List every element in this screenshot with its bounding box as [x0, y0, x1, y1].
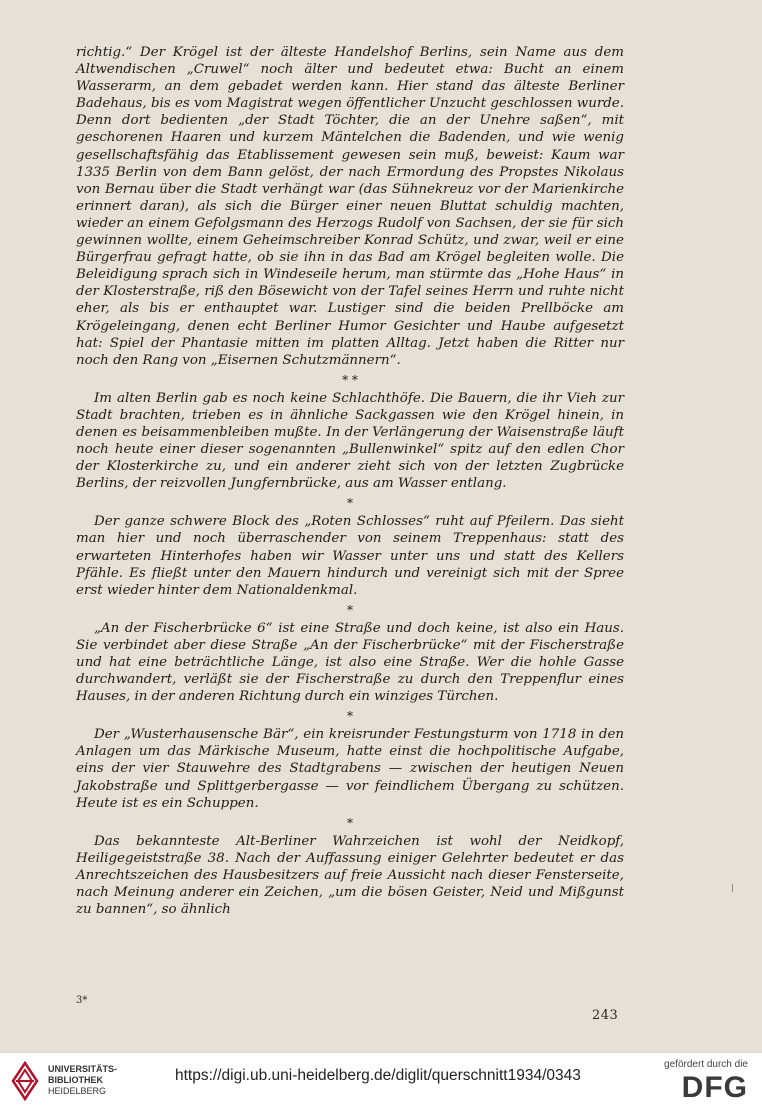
- section-separator: *: [347, 815, 353, 830]
- section-separator: *: [347, 709, 353, 724]
- library-emblem-icon: [10, 1061, 40, 1101]
- paragraph: Im alten Berlin gab es noch keine Schlachthöfe. Die Bauern, die ihr Vieh zur Stadt brachten, trieben es in ähnliche Sackgassen wie den Krögel hinein, in denen es beisammenbleiben mußte. In der Verlängerung der Waisenstraße läuft noch heute einer dieser sogenannten „Bullenwinkel“ spitz auf den edlen Chor der Klosterkirche zu, und ein anderer zieht sich von der letzten Zugbrücke Berlins, der reizvollen Jungfernbrücke, aus am Wasser entlang.: [76, 390, 624, 492]
- library-name-line: BIBLIOTHEK: [48, 1075, 103, 1085]
- section-separator: *: [347, 602, 353, 617]
- paragraph: Der ganze schwere Block des „Roten Schlosses“ ruht auf Pfeilern. Das sieht man hier und noch überraschender von seinem Treppenhaus: statt des erwarteten Hinterhofes haben wir Wasser unter uns und statt des Kellers Pfähle. Es fließt unter den Mauern hindurch und vereinigt sich mit der Spree erst wieder hinter dem Nationaldenkmal.: [76, 514, 624, 598]
- university-library-logo[interactable]: [10, 1061, 160, 1103]
- library-name-line: UNIVERSITÄTS-: [48, 1064, 118, 1074]
- viewer-footer: [0, 1052, 762, 1110]
- paragraph: „An der Fischerbrücke 6“ ist eine Straße und doch keine, ist also ein Haus. Sie verbindet aber diese Straße „An der Fischerbrücke“ mit der Fischerstraße und hat eine beträchtliche Länge, ist also eine Straße. Wer die hohle Gasse durchwandert, verläßt sie der Fischerstraße zu durch den Treppenflur eines Hauses, in der anderen Richtung durch ein winziges Türchen.: [76, 620, 624, 705]
- page-text: [76, 44, 624, 918]
- library-name: [48, 1064, 117, 1097]
- library-name-line: HEIDELBERG: [48, 1086, 107, 1096]
- document-url[interactable]: https://digi.ub.uni-heidelberg.de/diglit/querschnitt1934/0343: [175, 1067, 581, 1084]
- paragraph: Das bekannteste Alt-Berliner Wahrzeichen ist wohl der Neidkopf, Heiligegeiststraße 38. Nach der Auffassung einiger Gelehrter bedeutet er das Anrechtszeichen des Hausbesitzers auf freie Aussicht nach dieser Fensterseite, nach Meinung anderer ein Zeichen, „um die bösen Geister, Neid und Mißgunst zu bannen“, so ähnlich: [76, 833, 624, 918]
- section-separator: * *: [342, 372, 358, 387]
- paragraph: richtig.“ Der Krögel ist der älteste Handelshof Berlins, sein Name aus dem Altwendischen „Cruwel“ noch älter und bedeutet etwa: Bucht an einem Wasserarm, an dem gebadet werden kann. Hier stand das älteste Berliner Badehaus, bis es vom Magistrat wegen öffentlicher Unzucht geschlossen wurde. Denn dort bedienten „der Stadt Töchter, die an der Unehre saßen“, mit geschorenen Haaren und kurzem Mäntelchen die Badenden, und wie wenig gesellschaftsfähig das Etablissement gewesen sein muß, beweist: Kaum war 1335 Berlin von dem Bann gelöst, der nach Ermordung des Propstes Nikolaus von Bernau über die Stadt verhängt war (das Sühnekreuz vor der Marienkirche erinnert daran), als sich die Bürger einer neuen Bluttat schuldig machten, wieder an einem Gefolgsmann des Herzogs Rudolf von Sachsen, der sie für sich gewinnen wollte, einem Geheimschreiber Konrad Schütz, und zwar, weil er eine Bürgerfrau gefragt hatte, ob sie ihn in das Bad am Krögel begleiten wolle. Die Beleidigung sprach sich in Windeseile herum, man stürmte das „Hohe Haus“ in der Klosterstraße, riß den Bösewicht von der Tafel seines Herrn und ruhte nicht eher, als bis er enthauptet war. Lustiger sind die beiden Prellböcke am Krögeleingang, denen echt Berliner Humor Gesichter und Haube aufgesetzt hat: Spiel der Phantasie mitten im platten Alltag. Jetzt haben die Ritter nur noch den Rang von „Eisernen Schutzmännern“.: [76, 45, 624, 368]
- section-separator: *: [347, 496, 353, 511]
- dfg-logo[interactable]: DFG: [681, 1071, 748, 1104]
- signature-mark: 3*: [76, 995, 88, 1006]
- paragraph: Der „Wusterhausensche Bär“, ein kreisrunder Festungsturm von 1718 in den Anlagen um das Märkische Museum, hatte einst die hochpolitische Aufgabe, eins der vier Stauwehre des Stadtgrabens — zwischen der heutigen Neuen Jakobstraße und Splittgerbergasse — vor feindlichem Übergang zu schützen. Heute ist es ein Schuppen.: [76, 727, 624, 811]
- sponsor-caption: gefördert durch die: [664, 1059, 748, 1070]
- page-number: 243: [592, 1008, 619, 1023]
- margin-mark: [732, 884, 733, 892]
